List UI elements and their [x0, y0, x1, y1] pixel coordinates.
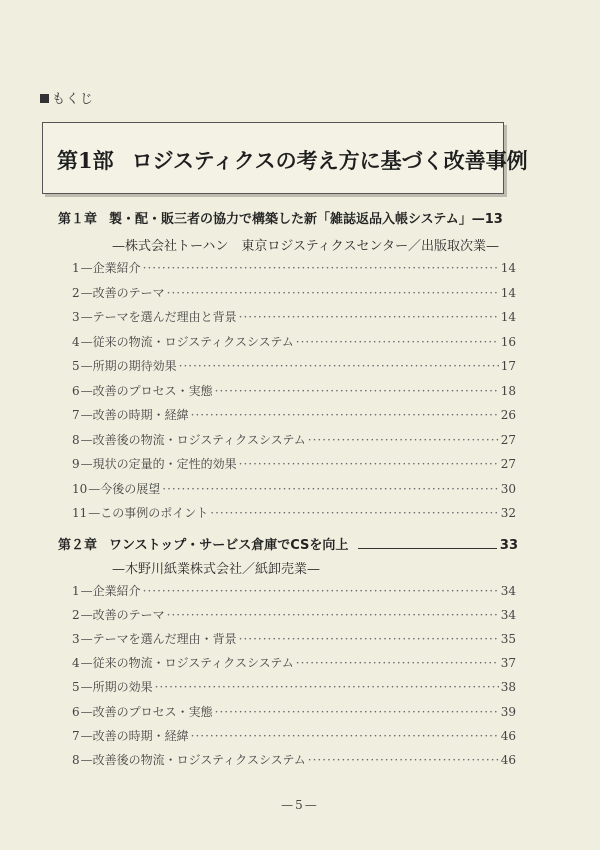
toc-leader-dots: [239, 310, 499, 324]
toc-item-page: 26: [500, 408, 516, 422]
chapter-1-heading[interactable]: [58, 208, 518, 227]
part-number: 第1部: [57, 148, 114, 173]
toc-item-number: 1: [72, 584, 80, 598]
chapter-leader-line: [358, 548, 497, 549]
toc-item-dash: —: [80, 285, 93, 300]
toc-item-title: テーマを選んだ理由・背景: [92, 632, 237, 647]
toc-item-dash: —: [80, 728, 93, 743]
toc-item-number: 4: [72, 334, 80, 349]
toc-item-number: 5: [72, 680, 80, 695]
toc-item[interactable]: [72, 357, 516, 374]
toc-item-number: 1: [72, 261, 80, 275]
toc-item-number: 6: [72, 704, 80, 719]
toc-item-page: 34: [500, 584, 516, 598]
toc-leader-dots: [191, 408, 499, 422]
toc-item-title: 企業紹介: [92, 584, 141, 598]
toc-leader-dots: [239, 632, 499, 646]
toc-item[interactable]: [72, 751, 516, 768]
page-number: —5—: [281, 798, 319, 812]
toc-item-page: 18: [500, 383, 516, 398]
toc-item-dash: —: [80, 310, 93, 324]
toc-item-page: 38: [500, 680, 516, 695]
chapter-2-heading[interactable]: [58, 534, 518, 553]
toc-item-dash: —: [80, 656, 93, 671]
toc-item-page: 27: [500, 432, 516, 447]
chapter-separator: —: [471, 212, 485, 227]
toc-item[interactable]: [72, 654, 516, 671]
chapter-title: ワンストップ・サービス倉庫でCSを向上: [109, 538, 349, 553]
square-bullet-icon: [40, 94, 49, 103]
toc-item-page: 39: [500, 704, 516, 719]
toc-item-page: 27: [500, 457, 516, 471]
toc-item-page: 35: [500, 632, 516, 647]
toc-item-page: 14: [500, 310, 516, 324]
toc-item-title: 改善後の物流・ロジスティクスシステム: [92, 432, 306, 447]
toc-item-title: 企業紹介: [92, 261, 141, 275]
toc-item-number: 7: [72, 408, 80, 422]
toc-item[interactable]: [72, 504, 516, 521]
toc-item-dash: —: [80, 704, 93, 719]
toc-item-number: 4: [72, 656, 80, 671]
toc-leader-dots: [308, 433, 499, 447]
toc-item-page: 46: [500, 752, 516, 767]
toc-item-title: 改善後の物流・ロジスティクスシステム: [92, 752, 306, 767]
toc-item-number: 6: [72, 383, 80, 398]
contents-label: もくじ: [52, 92, 95, 107]
toc-leader-dots: [167, 608, 499, 622]
toc-item-number: 9: [72, 457, 80, 471]
toc-leader-dots: [162, 482, 498, 496]
toc-leader-dots: [191, 729, 499, 743]
toc-leader-dots: [210, 506, 498, 520]
toc-item-dash: —: [88, 506, 101, 520]
toc-leader-dots: [239, 457, 499, 471]
toc-leader-dots: [167, 286, 499, 300]
toc-item-page: 14: [500, 261, 516, 275]
toc-leader-dots: [296, 656, 499, 670]
toc-item[interactable]: [72, 480, 516, 497]
chapter-number: 第２章: [58, 538, 98, 553]
toc-item-page: 32: [500, 506, 516, 520]
toc-item-dash: —: [80, 334, 93, 349]
toc-item-title: 改善のプロセス・実態: [92, 704, 213, 719]
toc-item-number: 8: [72, 432, 80, 447]
toc-item-page: 30: [500, 481, 516, 496]
toc-item-title: テーマを選んだ理由と背景: [92, 310, 237, 324]
chapter-1-company: —株式会社トーハン 東京ロジスティクスセンター／出版取次業—: [112, 239, 500, 254]
toc-item-page: 16: [500, 334, 516, 349]
toc-item-page: 34: [500, 608, 516, 623]
toc-item-title: 所期の期待効果: [92, 359, 177, 373]
chapter-page: 13: [484, 212, 503, 227]
toc-item-dash: —: [80, 359, 93, 373]
toc-item-page: 14: [500, 285, 516, 300]
part-title-text: ロジスティクスの考え方に基づく改善事例: [131, 148, 528, 173]
chapter-page: 33: [499, 538, 518, 553]
toc-item[interactable]: [72, 455, 516, 472]
part-title: [57, 145, 528, 175]
toc-leader-dots: [179, 359, 499, 373]
toc-item-dash: —: [80, 432, 93, 447]
toc-item-title: 改善のテーマ: [92, 285, 165, 300]
toc-item[interactable]: [72, 678, 516, 695]
toc-item-dash: —: [80, 383, 93, 398]
toc-item-page: 37: [500, 656, 516, 671]
toc-item[interactable]: [72, 284, 516, 301]
toc-item-dash: —: [80, 584, 93, 598]
toc-item-dash: —: [80, 608, 93, 623]
toc-item-dash: —: [88, 481, 101, 496]
toc-item[interactable]: [72, 582, 516, 599]
toc-item-title: 改善のテーマ: [92, 608, 165, 623]
toc-item-number: 11: [72, 506, 88, 520]
toc-item-dash: —: [80, 457, 93, 471]
toc-item-title: この事例のポイント: [100, 506, 209, 520]
toc-item[interactable]: [72, 406, 516, 423]
toc-item[interactable]: [72, 727, 516, 744]
toc-item-number: 3: [72, 632, 80, 647]
toc-item[interactable]: [72, 630, 516, 647]
toc-item-dash: —: [80, 680, 93, 695]
toc-item-title: 従来の物流・ロジスティクスシステム: [92, 334, 294, 349]
toc-item[interactable]: [72, 606, 516, 623]
toc-item-dash: —: [80, 752, 93, 767]
toc-item-title: 所期の効果: [92, 680, 153, 695]
toc-item-title: 改善の時期・経緯: [92, 408, 189, 422]
toc-item-dash: —: [80, 261, 93, 275]
toc-item-number: 2: [72, 285, 80, 300]
toc-leader-dots: [308, 753, 499, 767]
part-heading-box: [42, 122, 528, 194]
toc-item-title: 改善のプロセス・実態: [92, 383, 213, 398]
toc-item[interactable]: [72, 259, 516, 276]
toc-item-number: 8: [72, 752, 80, 767]
toc-item[interactable]: [72, 382, 516, 399]
toc-item-title: 改善の時期・経緯: [92, 728, 189, 743]
chapter-title: 製・配・販三者の協力で構築した新「雑誌返品入帳システム」: [109, 212, 472, 227]
toc-leader-dots: [215, 384, 499, 398]
toc-item-page: 17: [500, 359, 516, 373]
chapter-2-company: —木野川紙業株式会社／紙卸売業—: [112, 562, 321, 577]
contents-header: [40, 88, 94, 107]
toc-leader-dots: [143, 261, 499, 275]
toc-leader-dots: [215, 705, 499, 719]
toc-item-number: 3: [72, 310, 80, 324]
toc-item-dash: —: [80, 632, 93, 647]
toc-item-title: 今後の展望: [100, 481, 161, 496]
toc-item-title: 現状の定量的・定性的効果: [92, 457, 237, 471]
toc-item-page: 46: [500, 728, 516, 743]
toc-item-dash: —: [80, 408, 93, 422]
toc-item[interactable]: [72, 308, 516, 325]
toc-item-number: 10: [72, 481, 88, 496]
toc-item-number: 5: [72, 359, 80, 373]
toc-item-number: 7: [72, 728, 80, 743]
toc-item-number: 2: [72, 608, 80, 623]
toc-item[interactable]: [72, 703, 516, 720]
toc-item[interactable]: [72, 431, 516, 448]
toc-leader-dots: [143, 584, 499, 598]
toc-leader-dots: [155, 680, 499, 694]
toc-item-title: 従来の物流・ロジスティクスシステム: [92, 656, 294, 671]
toc-item[interactable]: [72, 333, 516, 350]
chapter-number: 第１章: [58, 212, 98, 227]
toc-leader-dots: [296, 335, 499, 349]
